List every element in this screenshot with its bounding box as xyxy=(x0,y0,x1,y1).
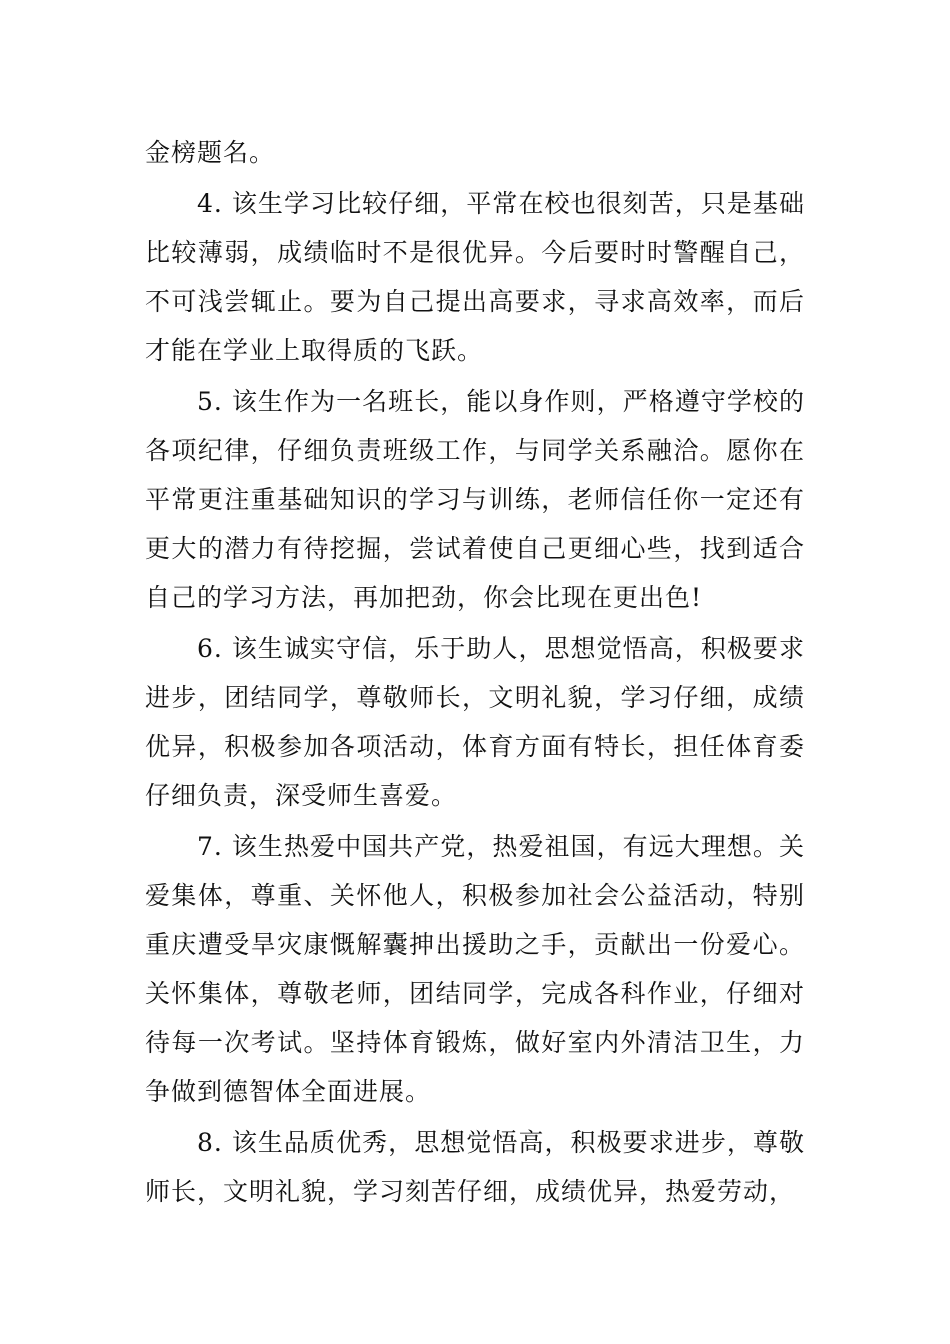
paragraph-6: 8. 该生品质优秀，思想觉悟高，积极要求进步，尊敬师长，文明礼貌，学习刻苦仔细，成绩优异，热爱劳动， xyxy=(145,1128,805,1206)
document-body xyxy=(145,128,805,1216)
paragraph-4: 6. 该生诚实守信，乐于助人，思想觉悟高，积极要求进步，团结同学，尊敬师长，文明礼貌，学习仔细，成绩优异，积极参加各项活动，体育方面有特长，担任体育委仔细负责，深受师生喜爱。 xyxy=(145,634,805,810)
paragraph-1: 金榜题名。 xyxy=(145,138,276,167)
paragraph-5: 7. 该生热爱中国共产党，热爱祖国，有远大理想。关爱集体，尊重、关怀他人，积极参加社会公益活动，特别重庆遭受旱灾康慨解囊抻出援助之手，贡献出一份爱心。关怀集体，尊敬老师，团结同学，完成各科作业，仔细对待每一次考试。坚持体育锻炼，做好室内外清洁卫生，力争做到德智体全面进展。 xyxy=(145,832,805,1106)
paragraph-2: 4. 该生学习比较仔细，平常在校也很刻苦，只是基础比较薄弱，成绩临时不是很优异。今后要时时警醒自己，不可浅尝辄止。要为自己提出高要求，寻求高效率，而后才能在学业上取得质的飞跃。 xyxy=(145,189,805,365)
paragraph-3: 5. 该生作为一名班长，能以身作则，严格遵守学校的各项纪律，仔细负责班级工作，与同学关系融洽。愿你在平常更注重基础知识的学习与训练，老师信任你一定还有更大的潜力有待挖掘，尝试着使自己更细心些，找到适合自己的学习方法，再加把劲，你会比现在更出色! xyxy=(145,387,805,612)
